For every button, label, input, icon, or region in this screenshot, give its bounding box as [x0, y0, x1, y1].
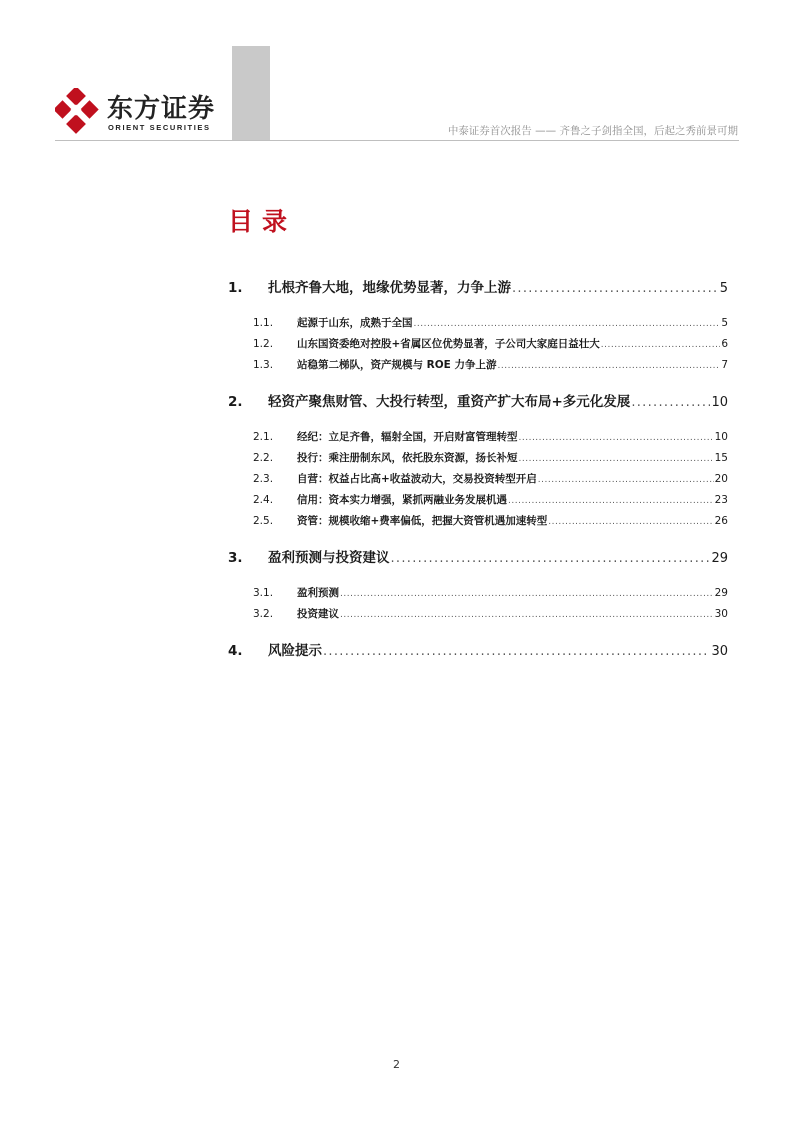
toc-entry-2[interactable]	[228, 390, 728, 414]
toc-number: 1.	[228, 280, 243, 296]
toc-page: 6	[721, 338, 728, 350]
toc-number: 2.1.	[253, 431, 274, 443]
toc-number: 2.2.	[253, 452, 274, 464]
toc-heading: 投行：乘注册制东风，依托股东资源，扬长补短	[297, 452, 518, 464]
dot-leader	[508, 491, 714, 512]
toc-title: 目录	[228, 207, 297, 236]
table-of-contents	[228, 276, 728, 663]
toc-heading: 站稳第二梯队，资产规模与 ROE 力争上游	[297, 359, 497, 371]
dot-leader	[519, 449, 714, 470]
toc-heading: 轻资产聚焦财管、大投行转型，重资产扩大布局+多元化发展	[268, 394, 631, 410]
toc-entry-3-1[interactable]	[228, 583, 728, 604]
dot-leader	[498, 356, 721, 377]
toc-entry-1[interactable]	[228, 276, 728, 300]
header-divider	[55, 140, 739, 141]
toc-entry-1-2[interactable]	[228, 334, 728, 355]
logo-english-name: ORIENT SECURITIES	[108, 123, 211, 132]
dot-leader	[538, 470, 714, 491]
dot-leader	[512, 277, 719, 301]
dot-leader	[519, 428, 714, 449]
toc-page: 23	[714, 494, 728, 506]
toc-page: 30	[711, 644, 728, 659]
toc-number: 1.2.	[253, 338, 274, 350]
toc-number: 3.2.	[253, 608, 274, 620]
toc-page: 7	[721, 359, 728, 371]
toc-entry-2-3[interactable]	[228, 469, 728, 490]
toc-heading: 起源于山东，成熟于全国	[297, 317, 413, 329]
toc-entry-1-3[interactable]	[228, 355, 728, 376]
toc-page: 29	[714, 587, 728, 599]
toc-page: 5	[719, 281, 728, 296]
toc-entry-1-1[interactable]	[228, 313, 728, 334]
company-logo	[55, 88, 225, 138]
toc-number: 2.4.	[253, 494, 274, 506]
toc-number: 3.1.	[253, 587, 274, 599]
toc-entry-2-2[interactable]	[228, 448, 728, 469]
toc-number: 2.3.	[253, 473, 274, 485]
toc-heading: 投资建议	[297, 608, 339, 620]
toc-page: 30	[714, 608, 728, 620]
toc-page: 26	[714, 515, 728, 527]
toc-entry-3-2[interactable]	[228, 604, 728, 625]
dot-leader	[631, 391, 710, 415]
logo-mark-icon	[55, 88, 101, 134]
toc-heading: 经纪：立足齐鲁，辐射全国，开启财富管理转型	[297, 431, 518, 443]
dot-leader	[323, 640, 710, 664]
toc-number: 2.	[228, 394, 243, 410]
dot-leader	[548, 512, 713, 533]
toc-heading: 盈利预测与投资建议	[268, 550, 390, 566]
toc-number: 1.1.	[253, 317, 274, 329]
toc-number: 1.3.	[253, 359, 274, 371]
toc-page: 20	[714, 473, 728, 485]
toc-heading: 资管：规模收缩+费率偏低，把握大资管机遇加速转型	[297, 515, 548, 527]
toc-entry-2-5[interactable]	[228, 511, 728, 532]
dot-leader	[340, 605, 714, 626]
toc-page: 5	[721, 317, 728, 329]
toc-heading: 信用：资本实力增强，紧抓两融业务发展机遇	[297, 494, 507, 506]
toc-entry-4[interactable]	[228, 639, 728, 663]
dot-leader	[601, 335, 721, 356]
toc-heading: 自营：权益占比高+收益波动大，交易投资转型开启	[297, 473, 537, 485]
logo-chinese-name: 东方证券	[107, 94, 216, 124]
toc-heading: 风险提示	[268, 643, 322, 659]
header-gray-bar	[232, 46, 270, 140]
toc-number: 2.5.	[253, 515, 274, 527]
toc-number: 3.	[228, 550, 243, 566]
toc-heading: 盈利预测	[297, 587, 339, 599]
toc-entry-3[interactable]	[228, 546, 728, 570]
toc-heading: 扎根齐鲁大地，地缘优势显著，力争上游	[268, 280, 511, 296]
dot-leader	[340, 584, 714, 605]
toc-page: 10	[711, 395, 728, 410]
toc-entry-2-1[interactable]	[228, 427, 728, 448]
toc-entry-2-4[interactable]	[228, 490, 728, 511]
running-header: 中泰证券首次报告 —— 齐鲁之子剑指全国，后起之秀前景可期	[447, 125, 738, 137]
toc-number: 4.	[228, 643, 243, 659]
toc-heading: 山东国资委绝对控股+省属区位优势显著，子公司大家庭日益壮大	[297, 338, 600, 350]
page-number: 2	[393, 1058, 400, 1071]
dot-leader	[391, 547, 711, 571]
toc-page: 10	[714, 431, 728, 443]
dot-leader	[414, 314, 721, 335]
toc-page: 29	[711, 551, 728, 566]
toc-page: 15	[714, 452, 728, 464]
